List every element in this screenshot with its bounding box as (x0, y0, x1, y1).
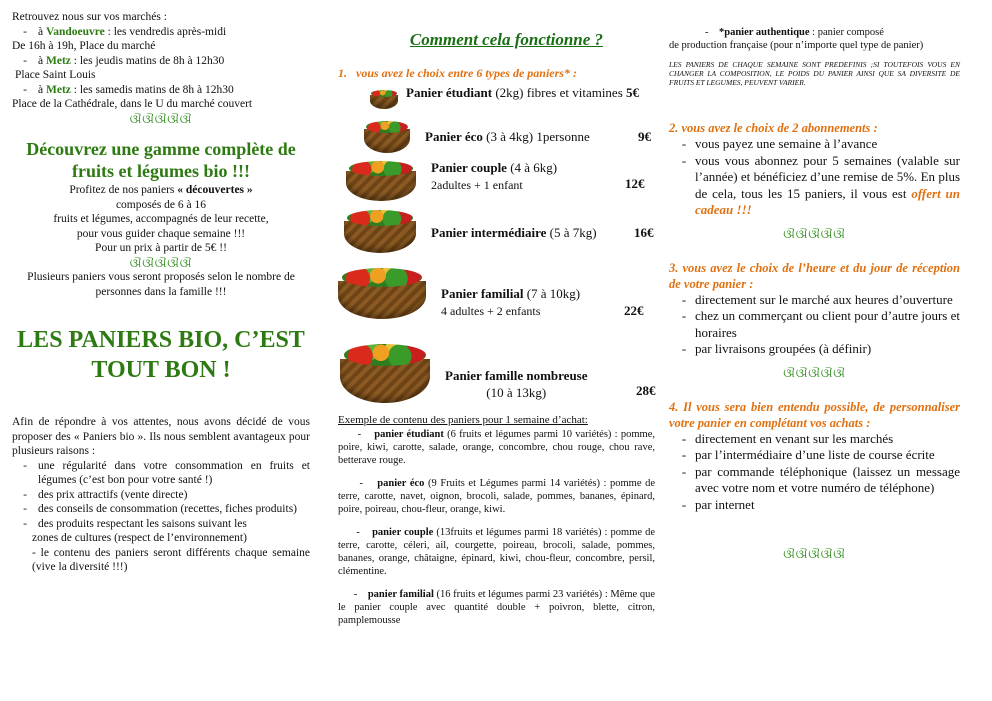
market-1: - à Vandoeuvre : les vendredis après-midi (23, 25, 227, 38)
ornament-divider: ଔଔଔଔଔ (783, 547, 846, 561)
basket-family-price: 22€ (624, 303, 644, 318)
discover-text: Profitez de nos paniers « découvertes » composés de 6 à 16 fruits et légumes, accompagnés de leur recette, pour vous guider chaque semaine !!! Pour un prix à partir de 5€ !! ଔଔଔଔଔ Plusieurs paniers vous seront proposés selon le nombre de personnes dans la famille !!! (12, 183, 310, 299)
discover-title: Découvrez une gamme complète de fruits et légumes bio !!! (26, 139, 296, 181)
list-item: - par internet (681, 496, 755, 512)
basket-intermediate: Panier intermédiaire (5 à 7kg) (431, 225, 597, 240)
market-2-city: Metz (45, 54, 71, 67)
section-4-title: 4. Il vous sera bien entendu possible, de personnaliser votre panier en complétant vos achats : (669, 399, 960, 430)
section-3-title: 3. vous avez le choix de l’heure et du jour de réception de votre panier : (669, 260, 960, 291)
how-point-1: 1. vous avez le choix entre 6 types de paniers* : (338, 66, 577, 80)
list-item: - vous vous abonnez pour 5 semaines (valable sur l’année) et bénéficiez d’une remise de 5%. En plus de cela, tous les 15 paniers, il vous est offert un cadeau !!! (681, 152, 960, 217)
reasons-block: Afin de répondre à vos attentes, nous avons décidé de vous proposer des « Paniers bio ». Ils nous semblent avantageux pour plusieurs raisons : - une régularité dans votre consommation en fruits et légumes (c’est bon pour votre santé !) - des prix attractifs (vente directe) - des conseils de consommation (recettes, fiches produits) - des produits respectant les saisons suivant les zones de cultures (respect de l’environnement) - le contenu des paniers seront différents chaque semaine (vive la diversité !!!) (12, 416, 310, 573)
ornament-divider: ଔଔଔଔଔ (129, 255, 193, 270)
section-2 (669, 120, 960, 242)
example-couple: - panier couple (13fruits et légumes parmi 18 variétés) : pomme de terre, carotte, céleri, ail, courgette, poireau, brocoli, salade, pommes, bananes, orange, châtaigne, épinard, kiwi, chou-fleur, concombre, persil, clémentine. (338, 527, 655, 577)
market-1-city: Vandoeuvre (45, 25, 105, 38)
reasons-intro: Afin de répondre à vos attentes, nous avons décidé de vous proposer des « Paniers bio ». Ils nous semblent avantageux pour plusieurs raisons : (12, 416, 310, 457)
example-student: - panier étudiant (6 fruits et légumes parmi 10 variétés) : pomme, poire, kiwi, carotte, salade, orange, concombre, chou rouge, chou rave, betterave rouge. (338, 429, 655, 466)
basket-image (344, 221, 416, 253)
how-title: Comment cela fonctionne ? (409, 30, 604, 49)
basket-couple-price: 12€ (625, 176, 645, 191)
ornament-divider: ଔଔଔଔଔ (783, 226, 846, 241)
list-item: - par livraisons groupées (à définir) (681, 341, 872, 356)
basket-image (346, 171, 416, 201)
basket-intermediate-price: 16€ (634, 225, 654, 240)
market-2: - à Metz : les jeudis matins de 8h à 12h30 (23, 54, 225, 67)
market-2-place: Place Saint Louis (15, 69, 96, 81)
examples-block (338, 414, 655, 627)
basket-image (370, 95, 398, 109)
markets-block (12, 10, 310, 126)
markets-intro: Retrouvez nous sur vos marchés : (12, 11, 167, 23)
basket-large-family-price: 28€ (636, 383, 656, 398)
market-3-place: Place de la Cathédrale, dans le U du marché couvert (12, 98, 253, 110)
examples-title: Exemple de contenu des paniers pour 1 semaine d’achat: (338, 414, 588, 426)
ornament-divider: ଔଔଔଔଔ (783, 365, 846, 380)
basket-eco-price: 9€ (638, 129, 651, 144)
middle-column (330, 0, 655, 701)
slogan: LES PANIERS BIO, C’EST TOUT BON ! (17, 327, 305, 383)
market-3: - à Metz : les samedis matins de 8h à 12h30 (23, 83, 234, 96)
section-4 (669, 399, 960, 563)
list-item: - directement sur le marché aux heures d’ouverture (681, 291, 953, 307)
market-1-hours: De 16h à 19h, Place du marché (12, 40, 156, 52)
list-item: - par commande téléphonique (laissez un message avec votre nom et votre numéro de téléphone) (681, 463, 960, 495)
reason-item: - des conseils de consommation (recettes, fiches produits) (23, 503, 297, 515)
right-column (665, 0, 992, 701)
example-family: - panier familial (16 fruits et légumes parmi 23 variétés) : Même que le panier couple avec quantité double + poivron, blette, citron, pamplemousse (338, 589, 655, 626)
basket-family: Panier familial (7 à 10kg) 4 adultes + 2 enfants (441, 286, 581, 318)
basket-couple: Panier couple (4 à 6kg) 2adultes + 1 enfant (431, 160, 558, 192)
basket-eco: Panier éco (3 à 4kg) 1personne (425, 129, 590, 144)
list-item: - chez un commerçant ou client pour d’autre jours et horaires (681, 308, 960, 340)
basket-image (340, 359, 430, 403)
basket-student: Panier étudiant (2kg) fibres et vitamines 5€ (406, 85, 640, 100)
authentic-note: LES PANIERS DE CHAQUE SEMAINE SONT PREDEFINIS ;SI TOUTEFOIS VOUS EN CHANGER LA COMPOSITION, LE POIDS DU PANIER AINSI QUE SA DIVERSITE DE FRUITS ET LEGUMES, PEUVENT VARIER. (669, 60, 960, 87)
section-2-title: 2. vous avez le choix de 2 abonnements : (669, 121, 878, 135)
list-item: - par l’intermédiaire d’une liste de course écrite (681, 447, 935, 462)
reason-item: - des prix attractifs (vente directe) (23, 488, 188, 501)
baskets-list (338, 81, 655, 411)
left-column (0, 0, 322, 701)
section-3 (669, 260, 960, 381)
reason-item: - des produits respectant les saisons suivant les (23, 517, 247, 530)
list-item: - vous payez une semaine à l’avance (681, 136, 878, 151)
example-eco: - panier éco (9 Fruits et Légumes parmi 14 variétés) : pomme de terre, carotte, navet, oignon, brocoli, salade, pommes, bananes, épinard, poire, poireau, chou-fleur, orange, kiwi. (338, 478, 656, 515)
gift-text: offert un cadeau !!! (695, 185, 960, 217)
reason-item: - une régularité dans votre consommation en fruits et légumes (c’est bon pour votre santé !) (23, 459, 310, 486)
ornament-divider: ଔଔଔଔଔ (129, 111, 193, 126)
list-item: - directement en venant sur les marchés (681, 430, 894, 446)
basket-large-family: Panier famille nombreuse (10 à 13kg) (445, 368, 588, 400)
basket-image (364, 129, 410, 153)
market-3-city: Metz (45, 83, 71, 96)
basket-image (338, 281, 426, 319)
authentic-block: - *panier authentique : panier composé de production française (pour n’importe quel type de panier) (669, 27, 924, 51)
